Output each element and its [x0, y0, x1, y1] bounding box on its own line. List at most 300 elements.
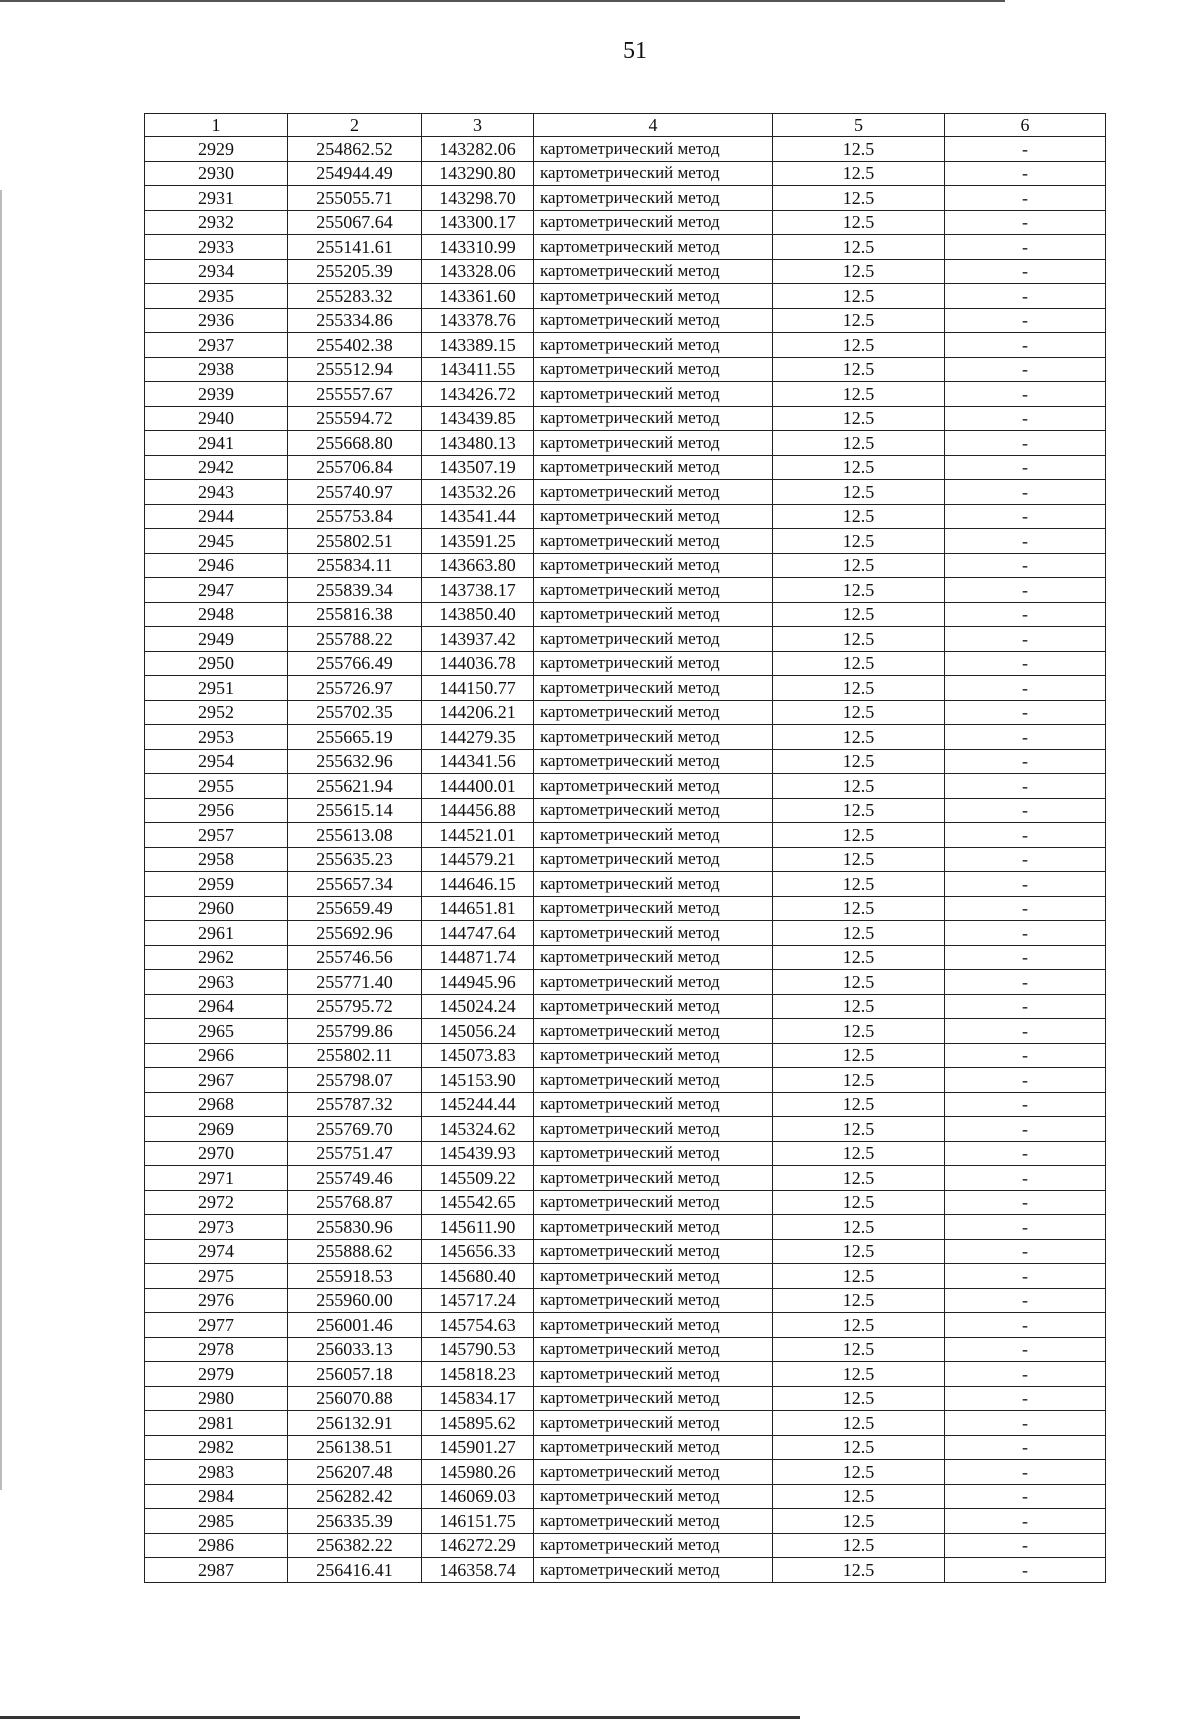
point-number-cell: 2986	[145, 1533, 288, 1558]
x-coordinate-cell: 255635.23	[288, 847, 422, 872]
x-coordinate-cell: 255659.49	[288, 896, 422, 921]
x-coordinate-cell: 255702.35	[288, 700, 422, 725]
y-coordinate-cell: 144651.81	[422, 896, 534, 921]
point-number-cell: 2949	[145, 627, 288, 652]
accuracy-cell: 12.5	[773, 945, 945, 970]
accuracy-cell: 12.5	[773, 382, 945, 407]
x-coordinate-cell: 255830.96	[288, 1215, 422, 1240]
x-coordinate-cell: 255621.94	[288, 774, 422, 799]
method-cell: картометрический метод	[534, 1386, 773, 1411]
note-cell: -	[945, 529, 1106, 554]
y-coordinate-cell: 145680.40	[422, 1264, 534, 1289]
table-row	[145, 1435, 1106, 1460]
y-coordinate-cell: 145024.24	[422, 994, 534, 1019]
x-coordinate-cell: 254944.49	[288, 161, 422, 186]
point-number-cell: 2945	[145, 529, 288, 554]
table-row	[145, 431, 1106, 456]
y-coordinate-cell: 144036.78	[422, 651, 534, 676]
point-number-cell: 2935	[145, 284, 288, 309]
method-cell: картометрический метод	[534, 1043, 773, 1068]
y-coordinate-cell: 143298.70	[422, 186, 534, 211]
accuracy-cell: 12.5	[773, 137, 945, 162]
point-number-cell: 2956	[145, 798, 288, 823]
note-cell: -	[945, 1141, 1106, 1166]
table-row	[145, 357, 1106, 382]
table-row	[145, 798, 1106, 823]
y-coordinate-cell: 145509.22	[422, 1166, 534, 1191]
accuracy-cell: 12.5	[773, 333, 945, 358]
table-row	[145, 308, 1106, 333]
table-row	[145, 504, 1106, 529]
x-coordinate-cell: 255795.72	[288, 994, 422, 1019]
method-cell: картометрический метод	[534, 1313, 773, 1338]
x-coordinate-cell: 255615.14	[288, 798, 422, 823]
accuracy-cell: 12.5	[773, 259, 945, 284]
x-coordinate-cell: 255557.67	[288, 382, 422, 407]
table-row	[145, 1264, 1106, 1289]
accuracy-cell: 12.5	[773, 480, 945, 505]
table-row	[145, 700, 1106, 725]
accuracy-cell: 12.5	[773, 1166, 945, 1191]
method-cell: картометрический метод	[534, 676, 773, 701]
x-coordinate-cell: 255802.11	[288, 1043, 422, 1068]
table-row	[145, 1141, 1106, 1166]
x-coordinate-cell: 254862.52	[288, 137, 422, 162]
point-number-cell: 2971	[145, 1166, 288, 1191]
method-cell: картометрический метод	[534, 1068, 773, 1093]
note-cell: -	[945, 455, 1106, 480]
method-cell: картометрический метод	[534, 1239, 773, 1264]
y-coordinate-cell: 145656.33	[422, 1239, 534, 1264]
y-coordinate-cell: 144871.74	[422, 945, 534, 970]
accuracy-cell: 12.5	[773, 504, 945, 529]
point-number-cell: 2966	[145, 1043, 288, 1068]
accuracy-cell: 12.5	[773, 1264, 945, 1289]
accuracy-cell: 12.5	[773, 1484, 945, 1509]
method-cell: картометрический метод	[534, 382, 773, 407]
note-cell: -	[945, 945, 1106, 970]
table-row	[145, 1509, 1106, 1534]
method-cell: картометрический метод	[534, 578, 773, 603]
note-cell: -	[945, 749, 1106, 774]
x-coordinate-cell: 255834.11	[288, 553, 422, 578]
method-cell: картометрический метод	[534, 749, 773, 774]
note-cell: -	[945, 1558, 1106, 1583]
table-row	[145, 1092, 1106, 1117]
x-coordinate-cell: 255657.34	[288, 872, 422, 897]
point-number-cell: 2965	[145, 1019, 288, 1044]
x-coordinate-cell: 255788.22	[288, 627, 422, 652]
x-coordinate-cell: 256207.48	[288, 1460, 422, 1485]
method-cell: картометрический метод	[534, 259, 773, 284]
point-number-cell: 2930	[145, 161, 288, 186]
x-coordinate-cell: 255740.97	[288, 480, 422, 505]
table-row	[145, 823, 1106, 848]
accuracy-cell: 12.5	[773, 186, 945, 211]
x-coordinate-cell: 255141.61	[288, 235, 422, 260]
accuracy-cell: 12.5	[773, 1043, 945, 1068]
note-cell: -	[945, 1533, 1106, 1558]
coordinates-table	[144, 113, 1106, 1583]
accuracy-cell: 12.5	[773, 749, 945, 774]
table-row	[145, 872, 1106, 897]
point-number-cell: 2941	[145, 431, 288, 456]
point-number-cell: 2938	[145, 357, 288, 382]
accuracy-cell: 12.5	[773, 1117, 945, 1142]
point-number-cell: 2969	[145, 1117, 288, 1142]
y-coordinate-cell: 143532.26	[422, 480, 534, 505]
point-number-cell: 2984	[145, 1484, 288, 1509]
x-coordinate-cell: 256416.41	[288, 1558, 422, 1583]
accuracy-cell: 12.5	[773, 676, 945, 701]
table-row	[145, 921, 1106, 946]
accuracy-cell: 12.5	[773, 798, 945, 823]
table-row	[145, 676, 1106, 701]
table-row	[145, 480, 1106, 505]
point-number-cell: 2947	[145, 578, 288, 603]
table-row	[145, 1239, 1106, 1264]
x-coordinate-cell: 255787.32	[288, 1092, 422, 1117]
y-coordinate-cell: 143507.19	[422, 455, 534, 480]
point-number-cell: 2955	[145, 774, 288, 799]
point-number-cell: 2976	[145, 1288, 288, 1313]
note-cell: -	[945, 161, 1106, 186]
method-cell: картометрический метод	[534, 1190, 773, 1215]
table-row	[145, 1313, 1106, 1338]
table-row	[145, 1166, 1106, 1191]
note-cell: -	[945, 210, 1106, 235]
method-cell: картометрический метод	[534, 1484, 773, 1509]
method-cell: картометрический метод	[534, 137, 773, 162]
x-coordinate-cell: 255839.34	[288, 578, 422, 603]
method-cell: картометрический метод	[534, 896, 773, 921]
note-cell: -	[945, 847, 1106, 872]
note-cell: -	[945, 651, 1106, 676]
bottom-scan-edge	[0, 1716, 800, 1719]
accuracy-cell: 12.5	[773, 1509, 945, 1534]
accuracy-cell: 12.5	[773, 1558, 945, 1583]
note-cell: -	[945, 823, 1106, 848]
point-number-cell: 2951	[145, 676, 288, 701]
note-cell: -	[945, 235, 1106, 260]
method-cell: картометрический метод	[534, 725, 773, 750]
y-coordinate-cell: 145717.24	[422, 1288, 534, 1313]
y-coordinate-cell: 143310.99	[422, 235, 534, 260]
method-cell: картометрический метод	[534, 1460, 773, 1485]
x-coordinate-cell: 255888.62	[288, 1239, 422, 1264]
table-row	[145, 896, 1106, 921]
y-coordinate-cell: 143937.42	[422, 627, 534, 652]
x-coordinate-cell: 255283.32	[288, 284, 422, 309]
y-coordinate-cell: 145073.83	[422, 1043, 534, 1068]
table-row	[145, 210, 1106, 235]
table-row	[145, 578, 1106, 603]
accuracy-cell: 12.5	[773, 1092, 945, 1117]
y-coordinate-cell: 143328.06	[422, 259, 534, 284]
method-cell: картометрический метод	[534, 1337, 773, 1362]
note-cell: -	[945, 994, 1106, 1019]
point-number-cell: 2960	[145, 896, 288, 921]
method-cell: картометрический метод	[534, 627, 773, 652]
point-number-cell: 2987	[145, 1558, 288, 1583]
x-coordinate-cell: 255816.38	[288, 602, 422, 627]
y-coordinate-cell: 145542.65	[422, 1190, 534, 1215]
y-coordinate-cell: 144646.15	[422, 872, 534, 897]
point-number-cell: 2962	[145, 945, 288, 970]
point-number-cell: 2950	[145, 651, 288, 676]
x-coordinate-cell: 256335.39	[288, 1509, 422, 1534]
method-cell: картометрический метод	[534, 553, 773, 578]
y-coordinate-cell: 144150.77	[422, 676, 534, 701]
point-number-cell: 2959	[145, 872, 288, 897]
method-cell: картометрический метод	[534, 1411, 773, 1436]
table-row	[145, 725, 1106, 750]
method-cell: картометрический метод	[534, 602, 773, 627]
point-number-cell: 2978	[145, 1337, 288, 1362]
accuracy-cell: 12.5	[773, 1362, 945, 1387]
note-cell: -	[945, 1435, 1106, 1460]
x-coordinate-cell: 255402.38	[288, 333, 422, 358]
point-number-cell: 2939	[145, 382, 288, 407]
table-row	[145, 1288, 1106, 1313]
note-cell: -	[945, 676, 1106, 701]
note-cell: -	[945, 357, 1106, 382]
y-coordinate-cell: 145153.90	[422, 1068, 534, 1093]
point-number-cell: 2964	[145, 994, 288, 1019]
top-scan-edge	[0, 0, 1005, 2]
point-number-cell: 2974	[145, 1239, 288, 1264]
note-cell: -	[945, 1337, 1106, 1362]
method-cell: картометрический метод	[534, 161, 773, 186]
y-coordinate-cell: 144945.96	[422, 970, 534, 995]
note-cell: -	[945, 896, 1106, 921]
note-cell: -	[945, 480, 1106, 505]
y-coordinate-cell: 143663.80	[422, 553, 534, 578]
accuracy-cell: 12.5	[773, 1019, 945, 1044]
accuracy-cell: 12.5	[773, 1435, 945, 1460]
x-coordinate-cell: 255751.47	[288, 1141, 422, 1166]
x-coordinate-cell: 255632.96	[288, 749, 422, 774]
x-coordinate-cell: 256132.91	[288, 1411, 422, 1436]
table-row	[145, 1019, 1106, 1044]
accuracy-cell: 12.5	[773, 553, 945, 578]
column-header-1: 1	[145, 114, 288, 137]
point-number-cell: 2961	[145, 921, 288, 946]
method-cell: картометрический метод	[534, 455, 773, 480]
method-cell: картометрический метод	[534, 823, 773, 848]
method-cell: картометрический метод	[534, 872, 773, 897]
note-cell: -	[945, 1019, 1106, 1044]
accuracy-cell: 12.5	[773, 847, 945, 872]
y-coordinate-cell: 146151.75	[422, 1509, 534, 1534]
x-coordinate-cell: 255205.39	[288, 259, 422, 284]
y-coordinate-cell: 144747.64	[422, 921, 534, 946]
accuracy-cell: 12.5	[773, 602, 945, 627]
x-coordinate-cell: 255802.51	[288, 529, 422, 554]
accuracy-cell: 12.5	[773, 578, 945, 603]
method-cell: картометрический метод	[534, 1362, 773, 1387]
point-number-cell: 2929	[145, 137, 288, 162]
point-number-cell: 2937	[145, 333, 288, 358]
note-cell: -	[945, 774, 1106, 799]
table-row	[145, 1117, 1106, 1142]
note-cell: -	[945, 1484, 1106, 1509]
method-cell: картометрический метод	[534, 774, 773, 799]
accuracy-cell: 12.5	[773, 1190, 945, 1215]
note-cell: -	[945, 1043, 1106, 1068]
accuracy-cell: 12.5	[773, 994, 945, 1019]
note-cell: -	[945, 1239, 1106, 1264]
x-coordinate-cell: 255771.40	[288, 970, 422, 995]
point-number-cell: 2982	[145, 1435, 288, 1460]
table-row	[145, 749, 1106, 774]
method-cell: картометрический метод	[534, 480, 773, 505]
point-number-cell: 2977	[145, 1313, 288, 1338]
table-row	[145, 651, 1106, 676]
y-coordinate-cell: 144521.01	[422, 823, 534, 848]
y-coordinate-cell: 145244.44	[422, 1092, 534, 1117]
accuracy-cell: 12.5	[773, 774, 945, 799]
method-cell: картометрический метод	[534, 1092, 773, 1117]
table-row	[145, 1386, 1106, 1411]
point-number-cell: 2954	[145, 749, 288, 774]
method-cell: картометрический метод	[534, 1558, 773, 1583]
note-cell: -	[945, 627, 1106, 652]
point-number-cell: 2931	[145, 186, 288, 211]
table-row	[145, 1337, 1106, 1362]
note-cell: -	[945, 1190, 1106, 1215]
y-coordinate-cell: 144341.56	[422, 749, 534, 774]
point-number-cell: 2985	[145, 1509, 288, 1534]
point-number-cell: 2940	[145, 406, 288, 431]
table-row	[145, 1190, 1106, 1215]
x-coordinate-cell: 255768.87	[288, 1190, 422, 1215]
method-cell: картометрический метод	[534, 1288, 773, 1313]
table-row	[145, 259, 1106, 284]
point-number-cell: 2944	[145, 504, 288, 529]
y-coordinate-cell: 145439.93	[422, 1141, 534, 1166]
note-cell: -	[945, 382, 1106, 407]
accuracy-cell: 12.5	[773, 1068, 945, 1093]
method-cell: картометрический метод	[534, 1166, 773, 1191]
method-cell: картометрический метод	[534, 1435, 773, 1460]
point-number-cell: 2973	[145, 1215, 288, 1240]
table-row	[145, 529, 1106, 554]
note-cell: -	[945, 725, 1106, 750]
accuracy-cell: 12.5	[773, 161, 945, 186]
x-coordinate-cell: 255706.84	[288, 455, 422, 480]
method-cell: картометрический метод	[534, 308, 773, 333]
point-number-cell: 2970	[145, 1141, 288, 1166]
accuracy-cell: 12.5	[773, 1411, 945, 1436]
method-cell: картометрический метод	[534, 798, 773, 823]
method-cell: картометрический метод	[534, 970, 773, 995]
table-row	[145, 970, 1106, 995]
point-number-cell: 2948	[145, 602, 288, 627]
table-row	[145, 627, 1106, 652]
accuracy-cell: 12.5	[773, 357, 945, 382]
method-cell: картометрический метод	[534, 333, 773, 358]
y-coordinate-cell: 144579.21	[422, 847, 534, 872]
table-body	[145, 137, 1106, 1583]
x-coordinate-cell: 256138.51	[288, 1435, 422, 1460]
note-cell: -	[945, 578, 1106, 603]
y-coordinate-cell: 143480.13	[422, 431, 534, 456]
x-coordinate-cell: 255055.71	[288, 186, 422, 211]
column-header-4: 4	[534, 114, 773, 137]
y-coordinate-cell: 143282.06	[422, 137, 534, 162]
accuracy-cell: 12.5	[773, 1141, 945, 1166]
note-cell: -	[945, 1215, 1106, 1240]
accuracy-cell: 12.5	[773, 872, 945, 897]
method-cell: картометрический метод	[534, 357, 773, 382]
point-number-cell: 2972	[145, 1190, 288, 1215]
table-row	[145, 161, 1106, 186]
method-cell: картометрический метод	[534, 529, 773, 554]
note-cell: -	[945, 1264, 1106, 1289]
y-coordinate-cell: 145754.63	[422, 1313, 534, 1338]
point-number-cell: 2934	[145, 259, 288, 284]
point-number-cell: 2980	[145, 1386, 288, 1411]
y-coordinate-cell: 143850.40	[422, 602, 534, 627]
note-cell: -	[945, 700, 1106, 725]
y-coordinate-cell: 143738.17	[422, 578, 534, 603]
method-cell: картометрический метод	[534, 945, 773, 970]
method-cell: картометрический метод	[534, 235, 773, 260]
table-row	[145, 1460, 1106, 1485]
note-cell: -	[945, 1509, 1106, 1534]
note-cell: -	[945, 406, 1106, 431]
table-row	[145, 553, 1106, 578]
y-coordinate-cell: 146069.03	[422, 1484, 534, 1509]
point-number-cell: 2933	[145, 235, 288, 260]
point-number-cell: 2975	[145, 1264, 288, 1289]
x-coordinate-cell: 255067.64	[288, 210, 422, 235]
y-coordinate-cell: 146272.29	[422, 1533, 534, 1558]
accuracy-cell: 12.5	[773, 431, 945, 456]
point-number-cell: 2932	[145, 210, 288, 235]
column-header-3: 3	[422, 114, 534, 137]
x-coordinate-cell: 255665.19	[288, 725, 422, 750]
y-coordinate-cell: 145818.23	[422, 1362, 534, 1387]
accuracy-cell: 12.5	[773, 651, 945, 676]
table-row	[145, 1043, 1106, 1068]
point-number-cell: 2958	[145, 847, 288, 872]
method-cell: картометрический метод	[534, 1141, 773, 1166]
x-coordinate-cell: 255668.80	[288, 431, 422, 456]
table-row	[145, 1215, 1106, 1240]
accuracy-cell: 12.5	[773, 725, 945, 750]
method-cell: картометрический метод	[534, 700, 773, 725]
method-cell: картометрический метод	[534, 1019, 773, 1044]
method-cell: картометрический метод	[534, 186, 773, 211]
point-number-cell: 2936	[145, 308, 288, 333]
accuracy-cell: 12.5	[773, 823, 945, 848]
y-coordinate-cell: 145895.62	[422, 1411, 534, 1436]
note-cell: -	[945, 553, 1106, 578]
point-number-cell: 2943	[145, 480, 288, 505]
y-coordinate-cell: 143290.80	[422, 161, 534, 186]
note-cell: -	[945, 284, 1106, 309]
table-row	[145, 774, 1106, 799]
y-coordinate-cell: 144279.35	[422, 725, 534, 750]
accuracy-cell: 12.5	[773, 210, 945, 235]
point-number-cell: 2953	[145, 725, 288, 750]
x-coordinate-cell: 256070.88	[288, 1386, 422, 1411]
accuracy-cell: 12.5	[773, 455, 945, 480]
accuracy-cell: 12.5	[773, 970, 945, 995]
method-cell: картометрический метод	[534, 1533, 773, 1558]
